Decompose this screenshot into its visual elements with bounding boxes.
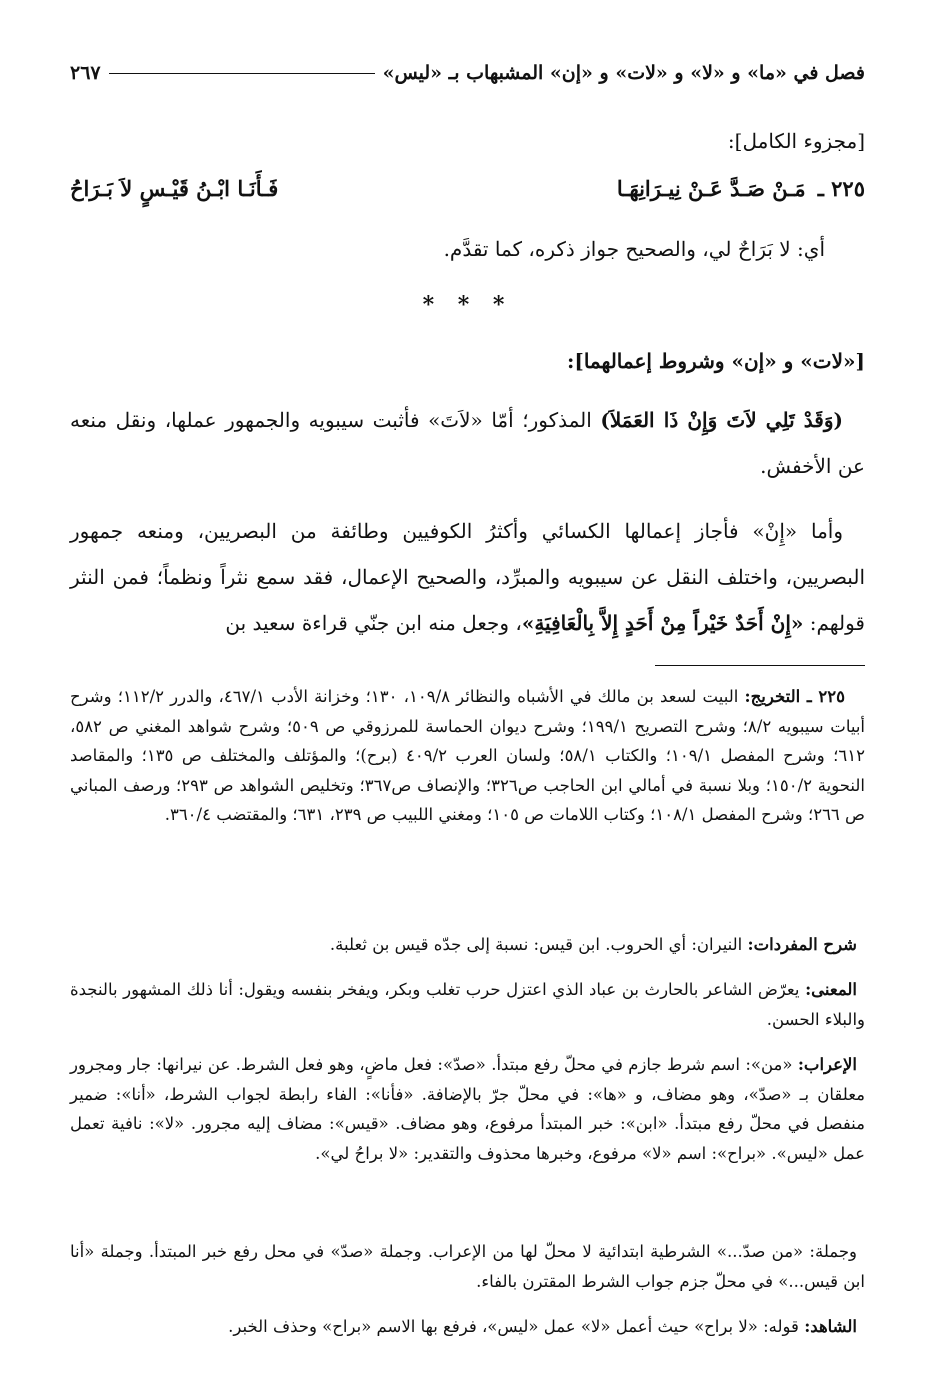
paragraph-1-text: المذكور؛ أمّا «لاَتَ» فأثبت سيبويه والجمهور عملها، ونقل منعه عن الأخفش. (70, 408, 865, 478)
header-rule (109, 73, 375, 74)
paragraph-2-tail: ، وجعل منه ابن جنّي قراءة سعيد بن (225, 611, 522, 635)
running-header (70, 58, 865, 88)
paragraph-1 (70, 397, 865, 489)
footnote-maana (70, 975, 865, 1034)
verse-number: ٢٢٥ ـ (817, 175, 865, 201)
footnote-irab (70, 1050, 865, 1168)
footnote-shahid (70, 1312, 865, 1342)
section-heading: [«لات» و «إن» وشروط إعمالهما]: (566, 349, 865, 373)
verse-hemistich-1: مَـنْ صَـدَّ عَـنْ نِيـرَانِهَـا (616, 175, 806, 201)
verse-line (70, 168, 865, 208)
footnote-jumla: وجملة: «من صدّ...» الشرطية ابتدائية لا محلّ لها من الإعراب. وجملة «صدّ» في محل رفع خبر المبتدأ. وجملة «أنا ابن قيس...» في محلّ جزم جواب الشرط المقترن بالفاء. (70, 1242, 865, 1291)
maana-text: يعرّض الشاعر بالحارث بن عباد الذي اعتزل حرب تغلب وبكر، ويفخر بنفسه ويقول: أنا ذلك المشهور بالنجدة والبلاء الحسن. (70, 980, 865, 1029)
paragraph-2 (70, 508, 865, 646)
section-separator: * * * (422, 292, 513, 318)
footnote-rule (655, 665, 865, 666)
shahid-label: الشاهد: (804, 1317, 857, 1336)
alfiyya-quote: (وَقَدْ تَلِي لاَتَ وَإِنْ ذَا العَمَلاَ) (600, 408, 843, 432)
paragraph-2-text: وأما «إِنْ» فأجاز إعمالها الكسائي وأكثرُ الكوفيين وطائفة من البصريين، ومنعه جمهور البصريين، واختلف النقل عن سيبويه والمبرِّد، والصحيح الإعمال، فقد سمع نثراً ونظماً؛ فمن النثر قولهم: (70, 519, 865, 635)
mufradat-text: النيران: أي الحروب. ابن قيس: نسبة إلى جدّه قيس بن ثعلبة. (329, 935, 748, 954)
takhrij-label: ٢٢٥ ـ التخريج: (744, 687, 845, 706)
header-title: فصل في «ما» و «لا» و «لات» و «إن» المشبهاب بـ «ليس» (382, 62, 865, 84)
footnote-takhrij (70, 682, 865, 830)
irab-text: «من»: اسم شرط جازم في محلّ رفع مبتدأ. «صدّ»: فعل ماضٍ، وهو فعل الشرط. عن نيرانها: جار ومجرور معلقان بـ «صدّ»، وهو مضاف، و «ها»: في محلّ جرّ بالإضافة. «فأنا»: الفاء رابطة لجواب الشرط، «أنا»: ضمير منفصل في محلّ رفع مبتدأ. «ابن»: خبر المبتدأ مرفوع، وهو مضاف. «قيس»: مضاف إليه مجرور. «لا»: نافية تعمل عمل «ليس». «براح»: اسم «لا» مرفوع، وخبرها محذوف والتقدير: «لا براحُ لي». (70, 1055, 865, 1163)
takhrij-text: البيت لسعد بن مالك في الأشباه والنظائر ١٠٩/٨، ١٣٠؛ وخزانة الأدب ٤٦٧/١، والدرر ١١٢/٢؛ وشرح أبيات سيبويه ٨/٢؛ وشرح التصريح ١٩٩/١؛ وشرح ديوان الحماسة للمرزوقي ص ٥٠٩؛ وشرح شواهد المغني ص ٥٨٢، ٦١٢؛ وشرح المفصل ١٠٩/١؛ والكتاب ٥٨/١؛ ولسان العرب ٤٠٩/٢ (برح)؛ والمؤتلف والمختلف ص ١٣٥؛ والمقاصد النحوية ١٥٠/٢؛ وبلا نسبة في أمالي ابن الحاجب ص٣٢٦؛ والإنصاف ص٣٦٧؛ وتخليص الشواهد ص ٢٩٣؛ ورصف المباني ص ٢٦٦؛ وشرح المفصل ١٠٨/١؛ وكتاب اللامات ص ١٠٥؛ ومغني اللبيب ص ٢٣٩، ٦٣١؛ والمقتضب ٣٦٠/٤. (70, 687, 866, 824)
hadith-quote: «إِنْ أَحَدٌ خَيْراً مِنْ أَحَدٍ إِلاَّ بِالْعَافِيَةِ» (521, 611, 804, 635)
footnote-mufradat (70, 930, 865, 960)
verse-note: أي: لا بَرَاحٌ لي، والصحيح جواز ذكره، كما تقدَّم. (443, 237, 825, 261)
book-page (70, 0, 865, 1390)
meter-label: [مجزوء الكامل]: (727, 129, 865, 153)
page-number: ٢٦٧ (70, 62, 101, 84)
mufradat-label: شرح المفردات: (747, 935, 857, 954)
maana-label: المعنى: (805, 980, 857, 999)
irab-label: الإعراب: (797, 1055, 857, 1074)
verse-hemistich-2: فَـأَنَـا ابْـنُ قَيْـسٍ لاَ بَـرَاحُ (70, 175, 279, 201)
shahid-text: قوله: «لا براح» حيث أعمل «لا» عمل «ليس»، فرفع بها الاسم «براح» وحذف الخبر. (228, 1317, 805, 1336)
